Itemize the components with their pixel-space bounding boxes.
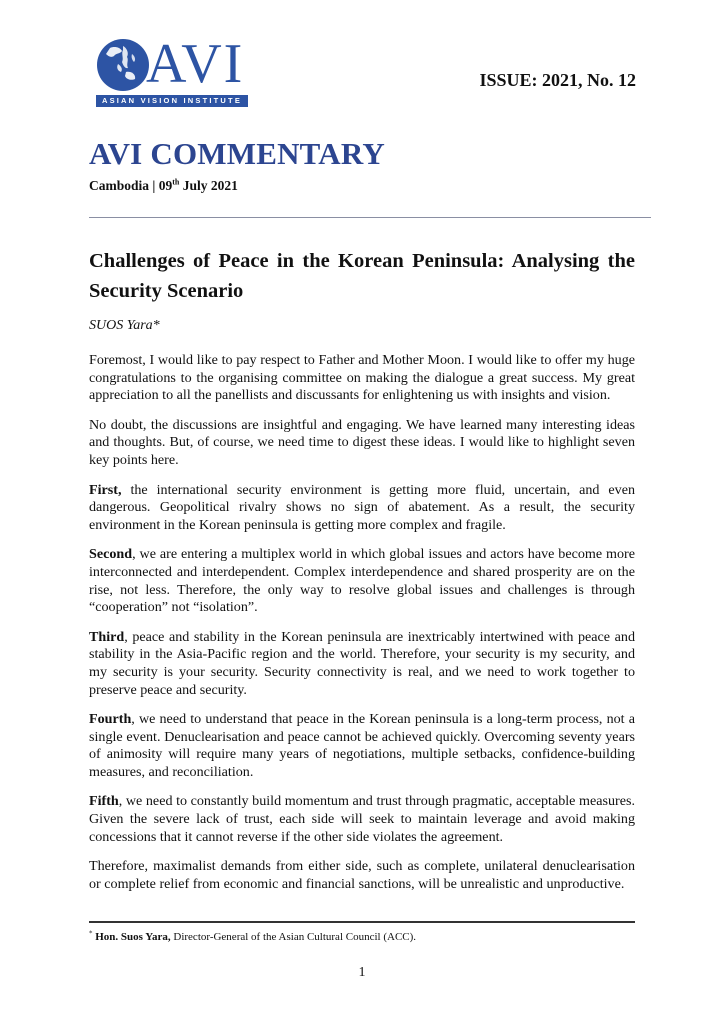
author-byline: SUOS Yara* — [89, 318, 160, 333]
footnote — [89, 931, 416, 943]
paragraph — [89, 482, 635, 535]
paragraph-text: Therefore, maximalist demands from either side, such as complete, unilateral denuclearisation or complete relief from economic and financial sanctions, will be unrealistic and unproductive. — [89, 858, 635, 892]
paragraph — [89, 858, 635, 893]
date-ordinal: th — [172, 177, 180, 187]
paragraph-lead: Fifth — [89, 793, 119, 810]
globe-icon — [96, 38, 150, 92]
logo-wordmark: AVI — [146, 33, 245, 95]
logo-band-text: ASIAN VISION INSTITUTE — [96, 95, 248, 107]
paragraph — [89, 546, 635, 616]
paragraph-text: , we need to constantly build momentum and trust through pragmatic, acceptable measures. Given the severe lack of trust, each side will seek to maintain leverage and avoid making concessions that it cannot reverse if the other side violates the agreement. — [89, 793, 635, 845]
paragraph-text: the international security environment is getting more fluid, uncertain, and even dangerous. Geopolitical rivalry shows no sign of abatement. As a result, the security environment in the Korean peninsula is getting more complex and fragile. — [89, 481, 635, 533]
paragraph-lead: First, — [89, 481, 122, 498]
paragraph — [89, 352, 635, 405]
footnote-divider — [89, 921, 635, 923]
paragraph-text: Foremost, I would like to pay respect to Father and Mother Moon. I would like to offer my huge congratulations to the organising committee on making the dialogue a great success. My great appreciation to all the panellists and discussants for enlightening us with insights and vision. — [89, 352, 635, 404]
footnote-name: Hon. Suos Yara, — [95, 931, 171, 943]
article-body — [89, 352, 635, 905]
paragraph-text: , we need to understand that peace in the Korean peninsula is a long-term process, not a single event. Denuclearisation and peace cannot be achieved quickly. Overcoming seventy years of animosity will require many years of negotiations, multiple setbacks, confidence-building measures, and reconciliation. — [89, 711, 635, 780]
paragraph-lead: Second — [89, 546, 133, 563]
paragraph-lead: Fourth — [89, 711, 132, 728]
footnote-text: Director-General of the Asian Cultural Council (ACC). — [170, 931, 417, 943]
avi-logo — [96, 33, 250, 108]
footnote-marker: * — [89, 929, 93, 938]
page-number: 1 — [358, 965, 366, 980]
paragraph-text: , peace and stability in the Korean peninsula are inextricably intertwined with peace and stability in the Asia-Pacific region and the world. Therefore, your security is my security, and my security is your security. Security connectivity is real, and we need to work together to preserve peace and security. — [89, 628, 635, 698]
issue-label: ISSUE: 2021, No. 12 — [479, 70, 636, 90]
dateline-date: July 2021 — [179, 178, 238, 193]
paragraph — [89, 793, 635, 846]
paragraph-lead: Third — [89, 628, 125, 645]
paragraph-text: No doubt, the discussions are insightful and engaging. We have learned many interesting ideas and thoughts. But, of course, we need time to digest these ideas. I would like to highlight seven key points here. — [89, 416, 635, 468]
series-title: AVI COMMENTARY — [89, 136, 385, 171]
dateline — [89, 178, 238, 194]
article-title: Challenges of Peace in the Korean Peninsula: Analysing the Security Scenario — [89, 250, 635, 302]
paragraph — [89, 417, 635, 470]
paragraph — [89, 629, 635, 699]
paragraph-text: , we are entering a multiplex world in which global issues and actors have become more interconnected and interdependent. Complex interdependence and shared prosperity are on the rise, not less. Therefore, the only way to resolve global issues and challenges is through “cooperation” not “isolation”. — [89, 546, 635, 616]
dateline-location: Cambodia | 09 — [89, 178, 173, 193]
paragraph — [89, 711, 635, 781]
header-divider — [89, 217, 651, 218]
